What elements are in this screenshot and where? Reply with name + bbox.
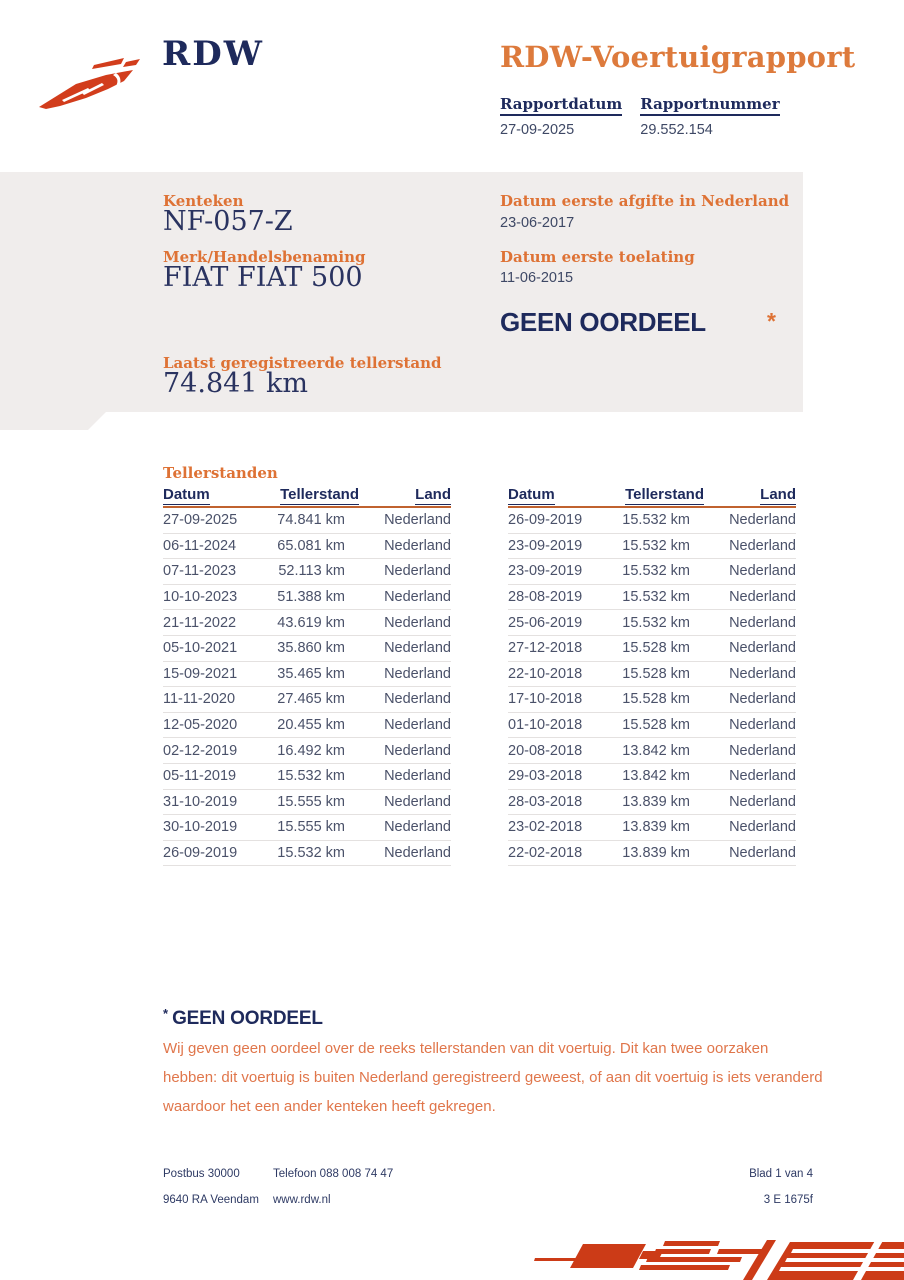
column-header-land: Land bbox=[760, 486, 796, 503]
cell-datum: 27-12-2018 bbox=[508, 640, 583, 657]
cell-datum: 30-10-2019 bbox=[163, 819, 238, 836]
cell-datum: 06-11-2024 bbox=[163, 537, 237, 554]
cell-datum: 07-11-2023 bbox=[163, 563, 237, 580]
table-row bbox=[163, 534, 451, 560]
cell-tellerstand: 65.081 km bbox=[277, 537, 345, 554]
cell-datum: 20-08-2018 bbox=[508, 742, 583, 759]
cell-tellerstand: 15.532 km bbox=[277, 845, 345, 862]
table-row bbox=[508, 585, 796, 611]
footnote-heading bbox=[163, 1006, 323, 1030]
table-row bbox=[508, 738, 796, 764]
verdict-text: GEEN OORDEEL bbox=[500, 307, 706, 337]
cell-land: Nederland bbox=[729, 589, 796, 606]
report-number-value: 29.552.154 bbox=[640, 122, 713, 138]
cell-datum: 11-11-2020 bbox=[163, 691, 236, 708]
page-title: RDW-Voertuigrapport bbox=[500, 40, 856, 74]
cell-datum: 26-09-2019 bbox=[163, 845, 238, 862]
cell-tellerstand: 15.532 km bbox=[277, 768, 345, 785]
cell-land: Nederland bbox=[384, 563, 451, 580]
cell-land: Nederland bbox=[729, 665, 796, 682]
cell-tellerstand: 27.465 km bbox=[277, 691, 345, 708]
cell-tellerstand: 15.532 km bbox=[622, 537, 690, 554]
cell-land: Nederland bbox=[729, 691, 796, 708]
eerste-afgifte-value: 23-06-2017 bbox=[500, 215, 575, 231]
cell-datum: 28-03-2018 bbox=[508, 793, 583, 810]
report-number-label: Rapportnummer bbox=[640, 95, 779, 116]
cell-datum: 05-11-2019 bbox=[163, 768, 237, 785]
footer-page-number: Blad 1 van 4 bbox=[749, 1168, 813, 1180]
cell-land: Nederland bbox=[729, 742, 796, 759]
cell-tellerstand: 15.528 km bbox=[622, 691, 690, 708]
cell-datum: 31-10-2019 bbox=[163, 793, 238, 810]
summary-panel bbox=[0, 172, 803, 430]
table-row bbox=[508, 508, 796, 534]
cell-land: Nederland bbox=[384, 537, 451, 554]
table-row bbox=[163, 559, 451, 585]
cell-datum: 01-10-2018 bbox=[508, 717, 583, 734]
cell-land: Nederland bbox=[384, 665, 451, 682]
table-row bbox=[163, 585, 451, 611]
column-header-land: Land bbox=[415, 486, 451, 503]
table-row bbox=[163, 764, 451, 790]
table-row bbox=[163, 662, 451, 688]
cell-land: Nederland bbox=[384, 640, 451, 657]
cell-land: Nederland bbox=[384, 793, 451, 810]
cell-tellerstand: 15.555 km bbox=[277, 793, 345, 810]
table-row bbox=[508, 636, 796, 662]
table-header-row bbox=[508, 486, 796, 508]
cell-tellerstand: 15.532 km bbox=[622, 589, 690, 606]
cell-datum: 29-03-2018 bbox=[508, 768, 583, 785]
report-date-label: Rapportdatum bbox=[500, 95, 622, 116]
cell-tellerstand: 51.388 km bbox=[277, 589, 345, 606]
tellerstanden-table-right bbox=[508, 486, 796, 866]
eerste-afgifte-label: Datum eerste afgifte in Nederland bbox=[500, 192, 790, 210]
cell-datum: 27-09-2025 bbox=[163, 512, 238, 529]
cell-land: Nederland bbox=[384, 768, 451, 785]
report-date-field bbox=[500, 95, 622, 138]
footer-website: www.rdw.nl bbox=[273, 1194, 331, 1206]
report-number-field bbox=[640, 95, 779, 138]
cell-land: Nederland bbox=[384, 819, 451, 836]
cell-land: Nederland bbox=[384, 614, 451, 631]
cell-datum: 28-08-2019 bbox=[508, 589, 583, 606]
footnote-text: Wij geven geen oordeel over de reeks tellerstanden van dit voertuig. Dit kan twee oorzaken hebben: dit voertuig is buiten Nederland geregistreerd geweest, of aan dit voertuig is iets veranderd waardoor het een ander kenteken heeft gekregen. bbox=[163, 1040, 823, 1115]
table-row bbox=[163, 508, 451, 534]
cell-land: Nederland bbox=[384, 589, 451, 606]
cell-land: Nederland bbox=[384, 742, 451, 759]
table-row bbox=[163, 610, 451, 636]
report-date-value: 27-09-2025 bbox=[500, 122, 575, 138]
cell-tellerstand: 43.619 km bbox=[277, 614, 345, 631]
column-header-tellerstand: Tellerstand bbox=[625, 486, 704, 503]
table-row bbox=[508, 790, 796, 816]
cell-datum: 23-09-2019 bbox=[508, 537, 583, 554]
laatste-tellerstand-value: 74.841 km bbox=[163, 368, 309, 399]
table-row bbox=[163, 713, 451, 739]
footer-phone: Telefoon 088 008 74 47 bbox=[273, 1168, 394, 1180]
table-row bbox=[508, 841, 796, 867]
kenteken-label: Kenteken bbox=[163, 192, 244, 210]
cell-land: Nederland bbox=[729, 819, 796, 836]
table-row bbox=[163, 687, 451, 713]
cell-tellerstand: 15.532 km bbox=[622, 614, 690, 631]
footnote-title: GEEN OORDEEL bbox=[172, 1008, 323, 1029]
table-row bbox=[508, 534, 796, 560]
column-header-datum: Datum bbox=[508, 486, 555, 503]
table-row bbox=[508, 815, 796, 841]
table-body bbox=[508, 508, 796, 866]
cell-land: Nederland bbox=[729, 512, 796, 529]
report-meta bbox=[500, 95, 780, 138]
table-row bbox=[508, 764, 796, 790]
cell-tellerstand: 13.839 km bbox=[622, 793, 690, 810]
cell-tellerstand: 13.842 km bbox=[622, 768, 690, 785]
cell-tellerstand: 20.455 km bbox=[277, 717, 345, 734]
footer-document-code: 3 E 1675f bbox=[763, 1194, 813, 1206]
kenteken-value: NF-057-Z bbox=[163, 206, 293, 237]
cell-land: Nederland bbox=[729, 537, 796, 554]
cell-land: Nederland bbox=[384, 845, 451, 862]
table-row bbox=[163, 636, 451, 662]
cell-datum: 17-10-2018 bbox=[508, 691, 583, 708]
cell-datum: 22-02-2018 bbox=[508, 845, 583, 862]
cell-datum: 05-10-2021 bbox=[163, 640, 238, 657]
cell-tellerstand: 16.492 km bbox=[277, 742, 345, 759]
footer-address-line1: Postbus 30000 bbox=[163, 1168, 240, 1180]
cell-land: Nederland bbox=[729, 640, 796, 657]
cell-datum: 12-05-2020 bbox=[163, 717, 238, 734]
cell-datum: 15-09-2021 bbox=[163, 665, 238, 682]
table-row bbox=[163, 790, 451, 816]
table-row bbox=[163, 815, 451, 841]
merk-label: Merk/Handelsbenaming bbox=[163, 248, 366, 266]
cell-datum: 22-10-2018 bbox=[508, 665, 583, 682]
footer-address-line2: 9640 RA Veendam bbox=[163, 1194, 259, 1206]
merk-value: FIAT FIAT 500 bbox=[163, 262, 363, 293]
cell-tellerstand: 15.528 km bbox=[622, 717, 690, 734]
cell-datum: 25-06-2019 bbox=[508, 614, 583, 631]
cell-tellerstand: 15.528 km bbox=[622, 665, 690, 682]
cell-datum: 21-11-2022 bbox=[163, 614, 237, 631]
cell-tellerstand: 15.528 km bbox=[622, 640, 690, 657]
table-row bbox=[508, 559, 796, 585]
cell-tellerstand: 35.465 km bbox=[277, 665, 345, 682]
cell-land: Nederland bbox=[729, 563, 796, 580]
cell-tellerstand: 13.842 km bbox=[622, 742, 690, 759]
cell-land: Nederland bbox=[729, 768, 796, 785]
column-header-datum: Datum bbox=[163, 486, 210, 503]
cell-tellerstand: 35.860 km bbox=[277, 640, 345, 657]
cell-land: Nederland bbox=[384, 512, 451, 529]
brand-wordmark: RDW bbox=[162, 34, 264, 74]
cell-land: Nederland bbox=[729, 845, 796, 862]
table-row bbox=[508, 610, 796, 636]
verdict-asterisk: * bbox=[767, 308, 776, 334]
column-header-tellerstand: Tellerstand bbox=[280, 486, 359, 503]
table-row bbox=[508, 713, 796, 739]
cell-land: Nederland bbox=[384, 717, 451, 734]
eerste-toelating-value: 11-06-2015 bbox=[500, 270, 574, 286]
table-row bbox=[163, 841, 451, 867]
cell-datum: 23-02-2018 bbox=[508, 819, 583, 836]
cell-land: Nederland bbox=[729, 614, 796, 631]
table-row bbox=[508, 662, 796, 688]
table-row bbox=[508, 687, 796, 713]
tellerstanden-section-title: Tellerstanden bbox=[163, 464, 278, 482]
cell-tellerstand: 74.841 km bbox=[277, 512, 345, 529]
cell-tellerstand: 15.532 km bbox=[622, 563, 690, 580]
cell-land: Nederland bbox=[729, 717, 796, 734]
cell-tellerstand: 13.839 km bbox=[622, 845, 690, 862]
cell-land: Nederland bbox=[729, 793, 796, 810]
cell-tellerstand: 15.532 km bbox=[622, 512, 690, 529]
cell-datum: 10-10-2023 bbox=[163, 589, 238, 606]
cell-tellerstand: 52.113 km bbox=[278, 563, 345, 580]
laatste-tellerstand-label: Laatst geregistreerde tellerstand bbox=[163, 354, 442, 372]
cell-datum: 26-09-2019 bbox=[508, 512, 583, 529]
cell-tellerstand: 15.555 km bbox=[277, 819, 345, 836]
cell-datum: 02-12-2019 bbox=[163, 742, 238, 759]
rdw-logo-icon bbox=[36, 52, 148, 112]
cell-datum: 23-09-2019 bbox=[508, 563, 583, 580]
cell-land: Nederland bbox=[384, 691, 451, 708]
cell-tellerstand: 13.839 km bbox=[622, 819, 690, 836]
eerste-toelating-label: Datum eerste toelating bbox=[500, 248, 695, 266]
table-header-row bbox=[163, 486, 451, 508]
tellerstanden-table-left bbox=[163, 486, 451, 866]
footnote-asterisk: * bbox=[163, 1006, 169, 1021]
table-body bbox=[163, 508, 451, 866]
table-row bbox=[163, 738, 451, 764]
rdw-footer-graphic-icon bbox=[505, 1237, 904, 1280]
